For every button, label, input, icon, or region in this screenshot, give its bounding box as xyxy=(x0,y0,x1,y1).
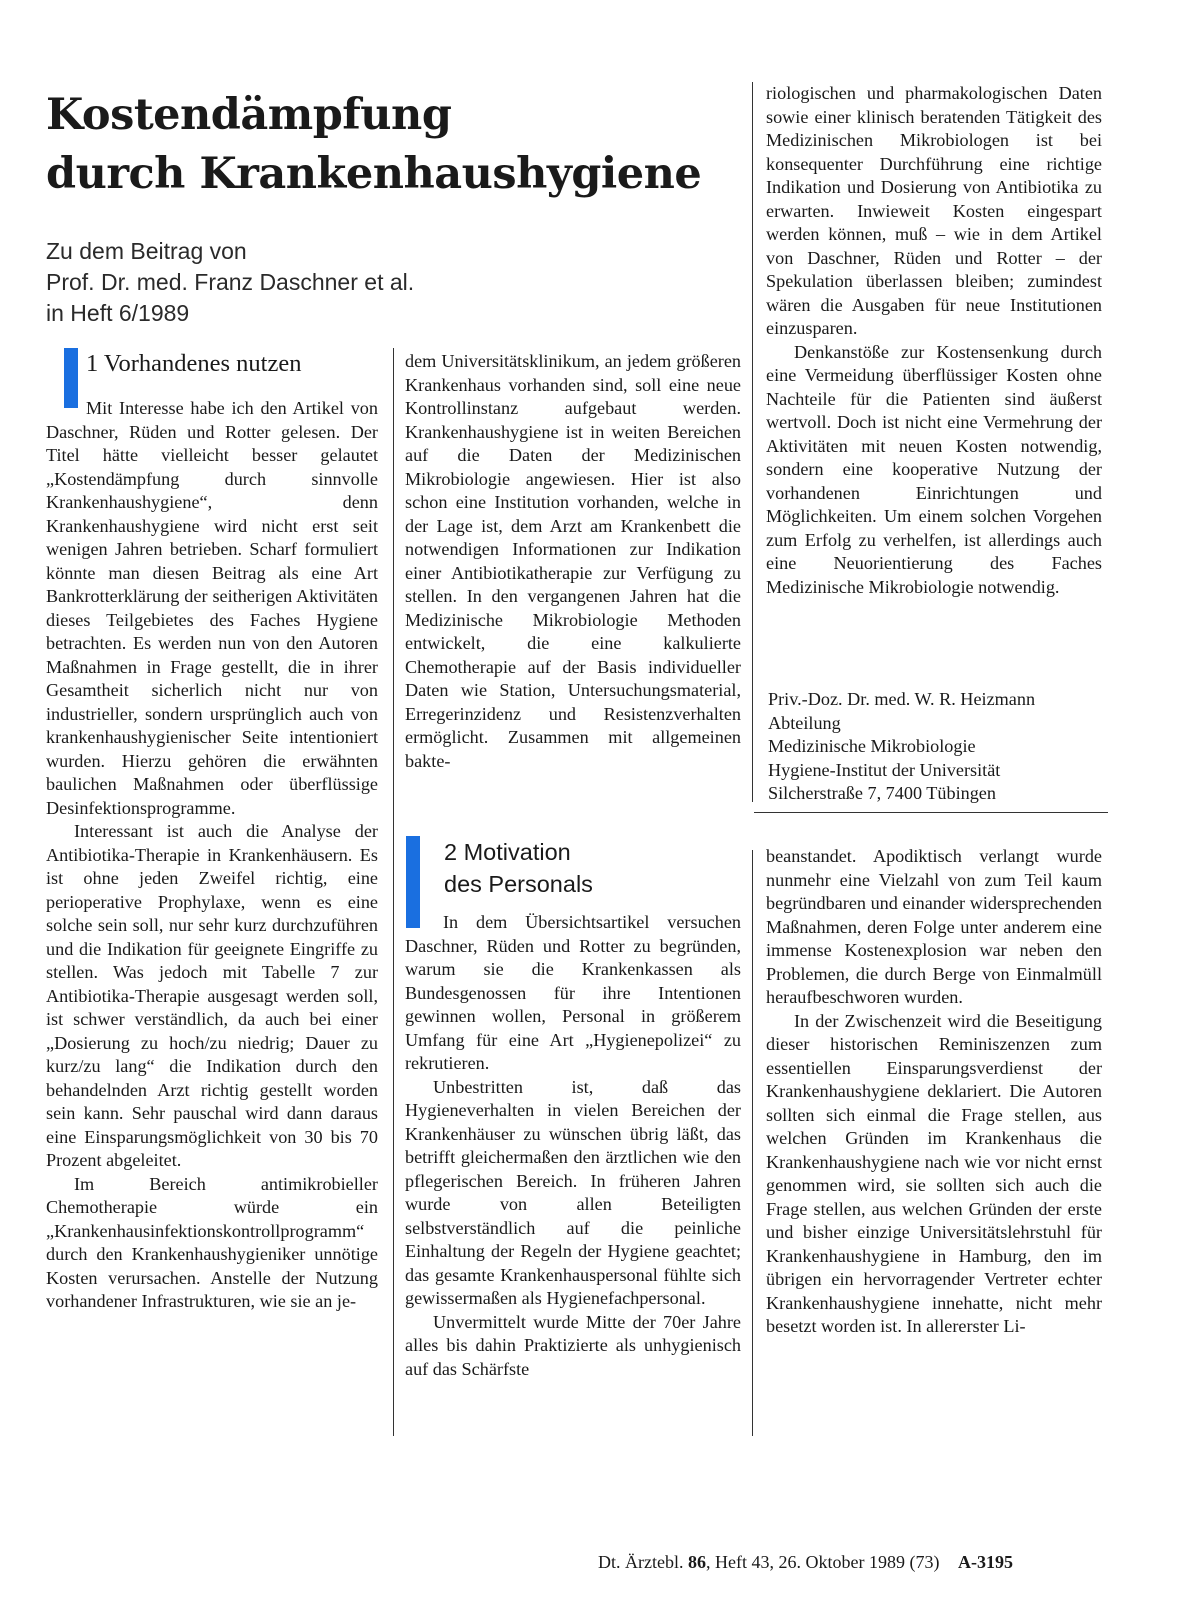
section1-col1-paragraph2: Interessant ist auch die Analyse der Antibiotika-Therapie in Krankenhäusern. Es ist ohne jeden Zweifel richtig, eine perioperative Prophylaxe, wenn es eine solche sein soll, nur sehr kurz durchzuführen und die Indikation für geeignete Eingriffe zu stellen. Was jedoch mit Tabelle 7 zur Antibiotika-Therapie ausgesagt werden soll, ist schwer verständlich, da auch bei einer „Dosierung zu hoch/zu niedrig; Dauer zu kurz/zu lang“ die Indikation durch den behandelnden Arzt richtig gestellt worden sein kann. Sehr pauschal wird dann daraus eine Einsparungsmöglichkeit von 30 bis 70 Prozent abgeleitet. xyxy=(46,821,378,1170)
author-department: Abteilung xyxy=(768,712,841,733)
column-rule-right-lower xyxy=(752,850,753,1436)
footer-issue-date: , Heft 43, 26. Oktober 1989 (73) xyxy=(705,1552,940,1572)
subtitle-line1: Zu dem Beitrag von xyxy=(46,238,247,264)
section2-heading-line1: 2 Motivation xyxy=(444,839,571,865)
section1-column1 xyxy=(46,397,378,1314)
author-signature xyxy=(768,688,1035,806)
subtitle-line3: in Heft 6/1989 xyxy=(46,300,190,326)
article-subtitle xyxy=(46,236,506,329)
footer-journal: Dt. Ärztebl. xyxy=(598,1552,684,1572)
section2-col2-paragraph3: Unvermittelt wurde Mitte der 70er Jahre alles bis dahin Praktizierte als unhygienisch auf das Schärfste xyxy=(405,1311,741,1379)
section-separator xyxy=(754,812,1108,813)
section2-col3-paragraph1: beanstandet. Apodiktisch verlangt wurde nunmehr eine Vielzahl von zum Teil kaum begründbaren und einander widersprechenden Maßnahmen, deren Folge unter anderem eine immense Kostenexplosion war neben den Problemen, die durch Berge von Einmalmüll heraufbeschworen wurden. xyxy=(766,846,1102,1007)
article-title-line2: durch Krankenhaushygiene xyxy=(46,149,702,199)
section1-col1-paragraph1: Mit Interesse habe ich den Artikel von Daschner, Rüden und Rotter gelesen. Der Titel hätte vielleicht besser gelautet „Kostendämpfung durch sinnvolle Krankenhaushygiene“, denn Krankenhaushygiene wird nicht erst seit wenigen Jahren betrieben. Scharf formuliert könnte man diesen Beitrag als eine Art Bankrotterklärung der seitherigen Aktivitäten dieses Teilgebietes des Faches Hygiene betrachten. Es werden nun von den Autoren Maßnahmen in Frage gestellt, die in ihrer Gesamtheit sicherlich nicht nur von industrieller, sondern ursprünglich auch von krankenhaushygienischer Seite intentioniert wurden. Hierzu gehören die erwähnten baulichen Maßnahmen oder überflüssige Desinfektionsprogramme. xyxy=(46,398,378,818)
section1-col1-paragraph3: Im Bereich antimikrobieller Chemotherapie würde ein „Krankenhausinfektionskontrollprogramm“ durch den Krankenhaushygieniker unnötige Kosten verursachen. Anstelle der Nutzung vorhandener Infrastrukturen, wie sie an je- xyxy=(46,1173,378,1311)
section2-col3-paragraph2: In der Zwischenzeit wird die Beseitigung dieser historischen Reminiszenzen zum essentiellen Einsparungsverdienst der Krankenhaushygiene deklariert. Die Autoren sollten sich einmal die Frage stellen, aus welchen Gründen im Krankenhaus die Krankenhaushygiene nach wie vor nicht ernst genommen wird, sie sollten sich auch die Frage stellen, aus welchen Gründen der erste und bisher einzige Universitätslehrstuhl für Krankenhaushygiene in Hamburg, den im übrigen ein hervorragender Vertreter echter Krankenhaushygiene innehatte, nicht mehr besetzt worden ist. In allererster Li- xyxy=(766,1010,1102,1336)
article-title-line1: Kostendämpfung xyxy=(46,90,452,140)
author-name: Priv.-Doz. Dr. med. W. R. Heizmann xyxy=(768,689,1036,709)
section2-column3 xyxy=(766,845,1102,1339)
column-rule-right-upper xyxy=(752,82,753,802)
footer-page-number: A-3195 xyxy=(957,1552,1013,1572)
article-title xyxy=(46,86,766,204)
author-division: Medizinische Mikrobiologie xyxy=(768,736,976,756)
section1-col3-paragraph2: Denkanstöße zur Kostensenkung durch eine Vermeidung überflüssiger Kosten ohne Nachteile für die Patienten sind äußerst wertvoll. Doch ist nicht eine Vermehrung der Aktivitäten mit neuen Kosten notwendig, sondern eine kooperative Nutzung der vorhandenen Einrichtungen und Möglichkeiten. Um einem solchen Vorgehen zum Erfolg zu verhelfen, ist allerdings auch eine Neuorientierung des Faches Medizinische Mikrobiologie notwendig. xyxy=(766,341,1102,597)
section1-col3-paragraph1: riologischen und pharmakologischen Daten sowie einer klinisch beratenden Tätigkeit des Medizinischen Mikrobiologen ist bei konsequenter Durchführung eine richtige Indikation und Dosierung von Antibiotika zu erwarten. Inwieweit Kosten eingespart werden können, muß – wie in dem Artikel von Daschner, Rüden und Rotter – der Spekulation überlassen bleiben; zumindest wären die Ausgaben für neue Institutionen einzusparen. xyxy=(766,83,1102,338)
section1-column3 xyxy=(766,82,1102,599)
section1-col2-paragraph1: dem Universitätsklinikum, an jedem größeren Krankenhaus vorhanden sind, soll eine neue Kontrollinstanz aufgebaut werden. Krankenhaushygiene ist in weiten Bereichen auf die Daten der Medizinischen Mikrobiologie angewiesen. Hier ist also schon eine Institution vorhanden, welche in der Lage ist, dem Arzt am Krankenbett die notwendigen Informationen zur Indikation einer Antibiotikatherapie zur Verfügung zu stellen. In den vergangenen Jahren hat die Medizinische Mikrobiologie Methoden entwickelt, die eine kalkulierte Chemotherapie auf der Basis individueller Daten wie Station, Untersuchungsmaterial, Erregerinzidenz und Resistenzverhalten ermöglicht. Zusammen mit allgemeinen bakte- xyxy=(405,351,741,771)
section2-col2-paragraph2: Unbestritten ist, daß das Hygieneverhalten in vielen Bereichen der Krankenhäuser zu wünschen übrig läßt, das betrifft gleichermaßen den ärztlichen wie den pflegerischen Bereich. In früheren Jahren wurde von allen Beteiligten selbstverständlich auf die peinliche Einhaltung der Regeln der Hygiene geachtet; das gesamte Krankenhauspersonal fühlte sich gewissermaßen als Hygienefachpersonal. xyxy=(405,1076,741,1308)
section1-column2 xyxy=(405,350,741,773)
section2-heading xyxy=(444,836,593,900)
column-rule-left xyxy=(393,348,394,1436)
section2-column2 xyxy=(405,911,741,1381)
footer-volume: 86 xyxy=(687,1552,706,1572)
section2-col2-paragraph1: In dem Übersichtsartikel versuchen Daschner, Rüden und Rotter zu begründen, warum sie die Krankenkassen als Bundesgenossen für ihre Intentionen gewinnen wollen, Personal in größerem Umfang für eine Art „Hygienepolizei“ zu rekrutieren. xyxy=(405,912,741,1073)
subtitle-line2: Prof. Dr. med. Franz Daschner et al. xyxy=(46,269,415,295)
author-address: Silcherstraße 7, 7400 Tübingen xyxy=(768,783,996,803)
section1-heading: 1 Vorhandenes nutzen xyxy=(86,350,302,377)
section2-heading-line2: des Personals xyxy=(444,871,593,897)
page-footer xyxy=(598,1552,1108,1573)
author-institute: Hygiene-Institut der Universität xyxy=(768,759,1001,780)
